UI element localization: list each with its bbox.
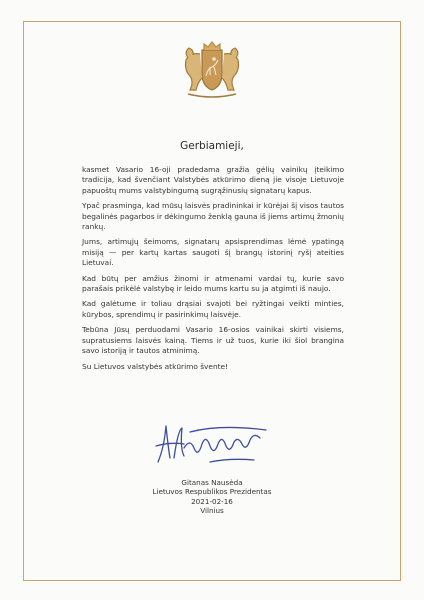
handwritten-signature-icon xyxy=(150,418,274,468)
signer-title: Lietuvos Respublikos Prezidentas xyxy=(152,487,272,497)
signer-block xyxy=(0,478,424,515)
coat-of-arms-icon xyxy=(180,40,244,102)
paragraph-1: kasmet Vasario 16-oji pradedama gražia gėlių vainikų įteikimo tradicija, kad švenčiant Valstybės atkūrimo dieną jie visoje Lietuvoje papuoštų mums valstybingumą sugrąžinusių signatarų kapus. xyxy=(82,165,344,195)
letter-greeting: Gerbiamieji, xyxy=(180,140,244,152)
closing-line: Su Lietuvos valstybės atkūrimo švente! xyxy=(82,361,229,371)
paragraph-3: Jums, artimųjų šeimoms, signatarų apsisprendimas lėmė ypatingą misiją — per kartų kartas saugoti šį brangų istorinį ryšį ateities Lietuvai. xyxy=(82,237,344,268)
signer-name: Gitanas Nausėda xyxy=(181,478,243,487)
paragraph-5: Kad galėtume ir toliau drąsiai svajoti bei ryžtingai veikti minties, kūrybos, sprendimų ir pasirinkimų laisvėje. xyxy=(82,299,344,319)
paragraph-4: Kad būtų per amžius žinomi ir atmenami vardai tų, kurie savo parašais prikėlė valstybę ir leido mums kartu su ja atgimti iš naujo. xyxy=(82,273,344,294)
letter-date: 2021-02-16 xyxy=(191,496,233,506)
letter-body xyxy=(82,165,344,377)
paragraph-2: Ypač prasminga, kad mūsų laisvės pradininkai ir kūrėjai šį visos tautos begalinės pagarbos ir dėkingumo ženklą gauna iš jiems artimų žmonių rankų. xyxy=(82,201,344,232)
paragraph-6: Tebūna Jūsų perduodami Vasario 16-osios vainikai skirti visiems, supratusiems laisvės kainą. Tiems ir už tuos, kurie iki šiol brangina savo istoriją ir tautos atminimą. xyxy=(82,325,344,356)
letter-place: Vilnius xyxy=(200,505,224,515)
